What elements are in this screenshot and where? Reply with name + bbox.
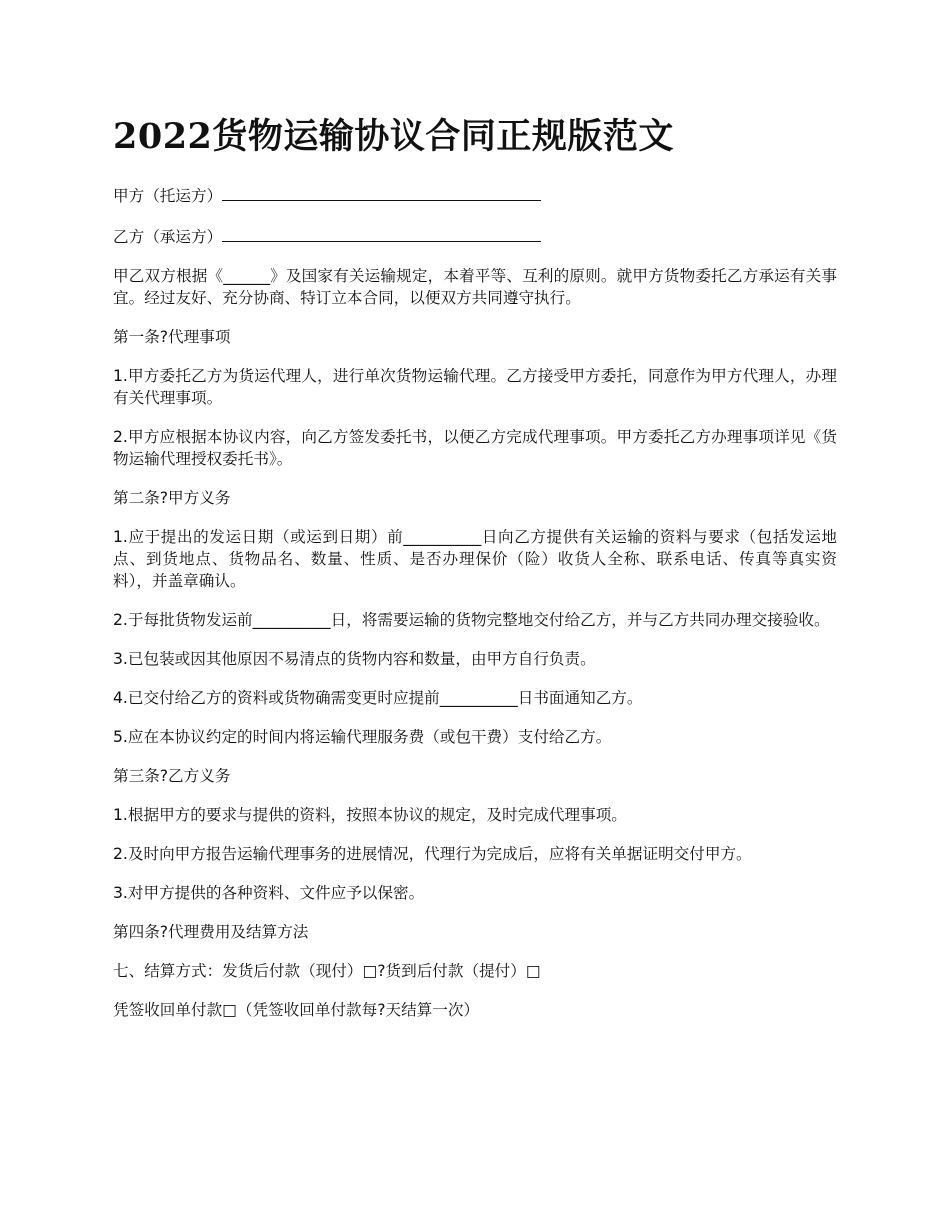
document-title: 2022货物运输协议合同正规版范文 — [113, 116, 674, 157]
party-b-blank — [222, 224, 541, 242]
paragraph-article2-item1: 1.应于提出的发运日期（或运到日期）前__________日向乙方提供有关运输的资料与要求（包括发运地点、到货地点、货物品名、数量、性质、是否办理保价（险）收货人全称、联系电话、传真等真实资料），并盖章确认。 — [113, 528, 837, 590]
party-b-line — [113, 224, 837, 248]
document-page — [113, 112, 837, 1038]
paragraph-article1-item2: 2.甲方应根据本协议内容，向乙方签发委托书，以便乙方完成代理事项。甲方委托乙方办理事项详见《货物运输代理授权委托书》。 — [113, 428, 837, 468]
paragraph-article3-item2: 2.及时向甲方报告运输代理事务的进展情况，代理行为完成后，应将有关单据证明交付甲方。 — [113, 845, 752, 863]
party-a-line — [113, 183, 837, 207]
paragraph-article3-item1: 1.根据甲方的要求与提供的资料，按照本协议的规定，及时完成代理事项。 — [113, 806, 627, 824]
party-a-label: 甲方（托运方） — [113, 187, 223, 205]
paragraph-preamble: 甲乙双方根据《______》及国家有关运输规定，本着平等、互利的原则。就甲方货物委托乙方承运有关事宜。经过友好、充分协商、特订立本合同，以便双方共同遵守执行。 — [113, 267, 837, 307]
article-heading-1: 第一条?代理事项 — [113, 328, 231, 346]
paragraph-article1-item1: 1.甲方委托乙方为货运代理人，进行单次货物运输代理。乙方接受甲方委托，同意作为甲方代理人，办理有关代理事项。 — [113, 367, 837, 407]
article-heading-4: 第四条?代理费用及结算方法 — [113, 923, 309, 941]
paragraph-article2-item5: 5.应在本协议约定的时间内将运输代理服务费（或包干费）支付给乙方。 — [113, 728, 612, 746]
paragraph-settlement-method: 七、结算方式：发货后付款（现付）□?货到后付款（提付）□ — [113, 962, 541, 980]
article-heading-3: 第三条?乙方义务 — [113, 767, 231, 785]
paragraph-article2-item2: 2.于每批货物发运前__________日，将需要运输的货物完整地交付给乙方，并与乙方共同办理交接验收。 — [113, 611, 830, 629]
paragraph-article3-item3: 3.对甲方提供的各种资料、文件应予以保密。 — [113, 884, 425, 902]
party-a-blank — [222, 183, 541, 201]
party-b-label: 乙方（承运方） — [113, 228, 223, 246]
paragraph-article2-item4: 4.已交付给乙方的资料或货物确需变更时应提前__________日书面通知乙方。 — [113, 689, 643, 707]
paragraph-article2-item3: 3.已包装或因其他原因不易清点的货物内容和数量，由甲方自行负责。 — [113, 650, 596, 668]
article-heading-2: 第二条?甲方义务 — [113, 489, 231, 507]
paragraph-receipt-payment: 凭签收回单付款□（凭签收回单付款每?天结算一次） — [113, 1001, 480, 1019]
